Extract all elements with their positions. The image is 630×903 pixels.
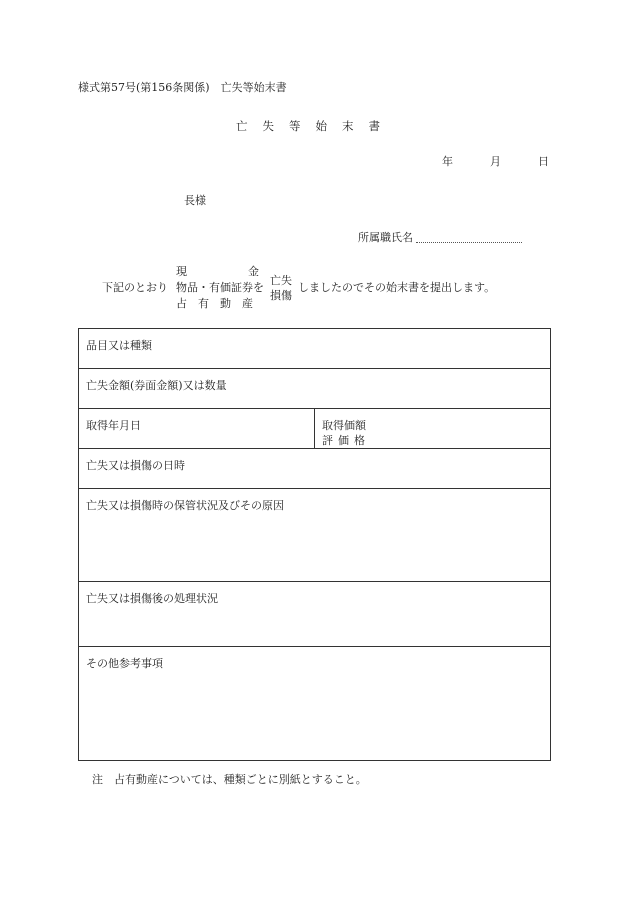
row-handling: [79, 582, 550, 647]
evaluation-price-label: 評価格: [322, 434, 370, 447]
date-year: 年: [442, 155, 453, 168]
loss-report-table: [78, 328, 551, 761]
acquisition-date-label: 取得年月日: [86, 419, 141, 432]
row-amount: [79, 369, 550, 409]
statement-loss-top: 亡失: [270, 274, 292, 287]
other-notes-label: その他参考事項: [86, 657, 163, 670]
document-title: 亡失等始末書: [236, 119, 395, 133]
statement-item-middle: 物品・有価証券を: [176, 281, 264, 294]
item-label: 品目又は種類: [86, 339, 152, 352]
column-divider: [314, 409, 315, 448]
handling-status-label: 亡失又は損傷後の処理状況: [86, 592, 218, 605]
date-month: 月: [490, 155, 501, 168]
statement-item-bottom: 占有動産: [176, 297, 264, 310]
date-day: 日: [538, 155, 549, 168]
form-number-title: 様式第57号(第156条関係) 亡失等始末書: [78, 81, 287, 94]
row-item: [79, 329, 550, 369]
row-other: [79, 647, 550, 760]
row-storage: [79, 489, 550, 582]
footnote: 注 占有動産については、種類ごとに別紙とすること。: [92, 773, 367, 786]
loss-date-label: 亡失又は損傷の日時: [86, 459, 185, 472]
acquisition-price-label: 取得価額: [322, 419, 366, 432]
signer-label: 所属職氏名: [358, 231, 413, 244]
addressee: 長様: [184, 194, 206, 207]
signature-dotted-line: [416, 242, 522, 243]
statement-prefix: 下記のとおり: [102, 281, 168, 294]
row-acquisition: [79, 409, 550, 449]
storage-condition-label: 亡失又は損傷時の保管状況及びその原因: [86, 499, 284, 512]
amount-label: 亡失金額(券面金額)又は数量: [86, 379, 227, 392]
row-loss-date: [79, 449, 550, 489]
statement-suffix: しましたのでその始末書を提出します。: [298, 281, 496, 294]
statement-item-top-left: 現: [176, 265, 187, 278]
statement-item-top-right: 金: [248, 265, 259, 278]
statement-loss-bottom: 損傷: [270, 289, 292, 302]
date-line: [442, 156, 553, 167]
